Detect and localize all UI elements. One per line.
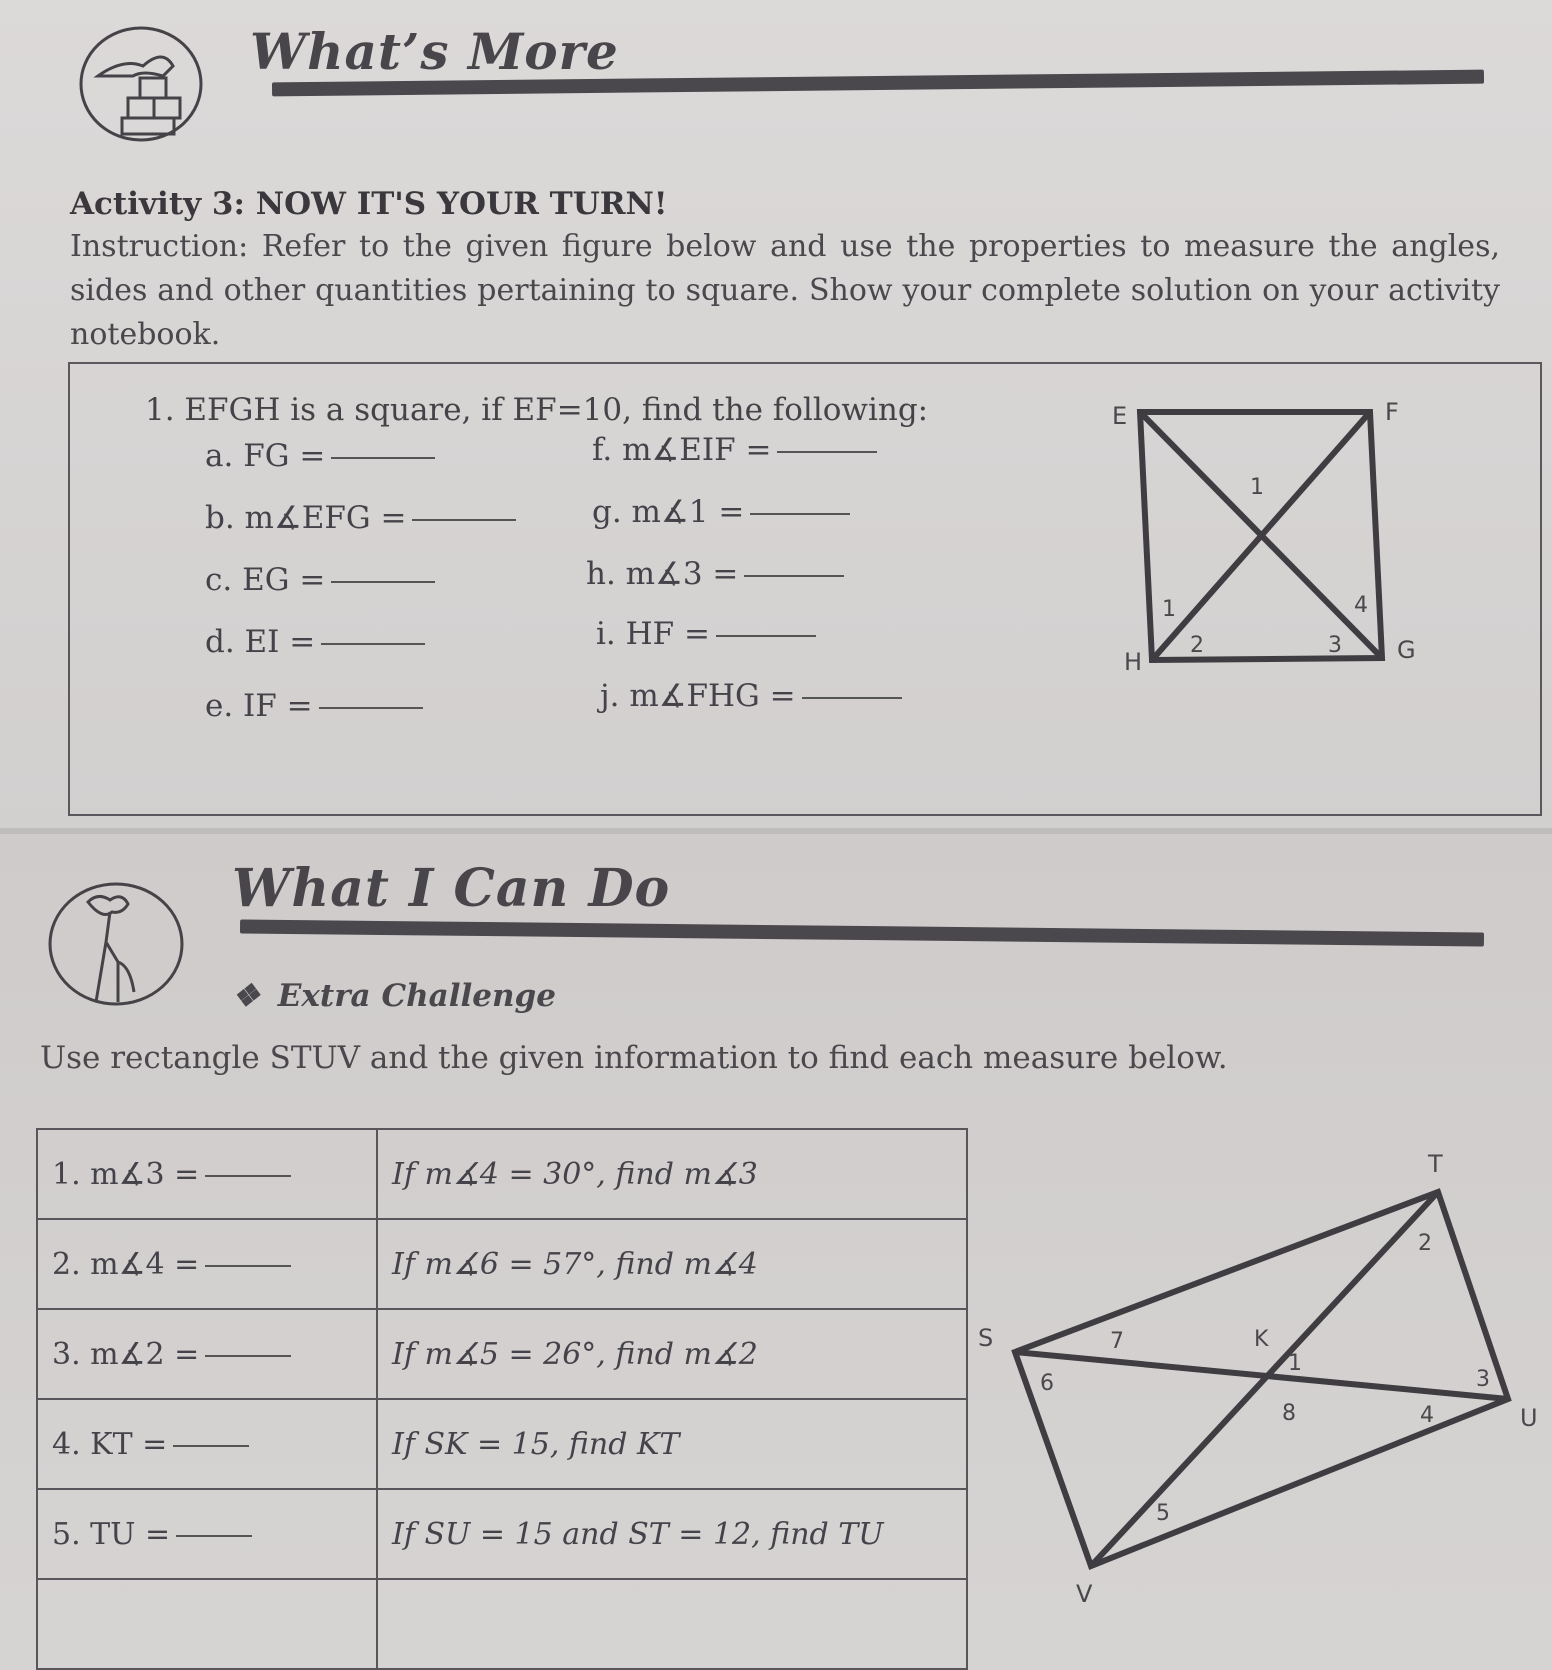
question-item-b: b. m∡EFG = xyxy=(205,500,516,536)
center-label-k: K xyxy=(1254,1327,1269,1352)
section-title-whats-more: What’s More xyxy=(250,22,619,81)
angle-label-6: 6 xyxy=(1040,1371,1054,1396)
vertex-label-t: T xyxy=(1428,1150,1443,1178)
activity-instruction: Instruction: Refer to the given figure below and use the properties to measure the angles, sides and other quantities pertaining to square. Show your complete solution on your activity notebook. xyxy=(70,229,1500,352)
question-item-e: e. IF = xyxy=(205,688,423,724)
table-row xyxy=(37,1489,967,1579)
angle-label-center-1: 1 xyxy=(1250,475,1264,500)
angle-label-1: 1 xyxy=(1162,597,1176,622)
angle-label-5: 5 xyxy=(1156,1501,1170,1526)
table-cell-given: If m∡4 = 30°, find m∡3 xyxy=(377,1129,967,1219)
angle-label-1: 1 xyxy=(1288,1351,1302,1376)
question-item-c: c. EG = xyxy=(205,562,435,598)
angle-label-2: 2 xyxy=(1418,1231,1432,1256)
question-item-j: j. m∡FHG = xyxy=(600,678,902,714)
angle-label-3: 3 xyxy=(1328,633,1342,658)
angle-label-3: 3 xyxy=(1476,1367,1490,1392)
hand-holding-icon xyxy=(48,880,188,1010)
vertex-label-g: G xyxy=(1397,636,1416,664)
vertex-label-v: V xyxy=(1076,1580,1093,1608)
table-row xyxy=(37,1399,967,1489)
table-cell-question: 4. KT = xyxy=(37,1399,377,1489)
table-cell-given: If m∡6 = 57°, find m∡4 xyxy=(377,1219,967,1309)
table-cell-given: If SU = 15 and ST = 12, find TU xyxy=(377,1489,967,1579)
table-cell-given xyxy=(377,1579,967,1669)
question-item-a: a. FG = xyxy=(205,438,435,474)
question-title: 1. EFGH is a square, if EF=10, find the following: xyxy=(145,392,929,428)
question-item-f: f. m∡EIF = xyxy=(592,432,877,468)
activity-hand-icon xyxy=(78,26,208,146)
table-cell-question: 1. m∡3 = xyxy=(37,1129,377,1219)
rectangle-instruction: Use rectangle STUV and the given information to find each measure below. xyxy=(40,1040,1228,1076)
activity-title: Activity 3: NOW IT'S YOUR TURN! xyxy=(70,186,668,222)
diagonal-su xyxy=(1015,1352,1508,1399)
angle-label-7: 7 xyxy=(1110,1329,1124,1354)
diamond-bullet-icon: ❖ xyxy=(232,978,260,1014)
table-cell-question: 5. TU = xyxy=(37,1489,377,1579)
angle-label-4: 4 xyxy=(1420,1403,1434,1428)
stuv-table xyxy=(36,1128,968,1670)
angle-label-4: 4 xyxy=(1354,593,1368,618)
vertex-label-h: H xyxy=(1124,648,1143,676)
table-cell-question: 2. m∡4 = xyxy=(37,1219,377,1309)
vertex-label-e: E xyxy=(1112,402,1128,430)
vertex-label-u: U xyxy=(1520,1404,1538,1432)
diagonal-tv xyxy=(1091,1192,1438,1566)
table-row xyxy=(37,1219,967,1309)
table-cell-given: If m∡5 = 26°, find m∡2 xyxy=(377,1309,967,1399)
extra-challenge-heading: ❖ Extra Challenge xyxy=(232,978,556,1014)
question-item-d: d. EI = xyxy=(205,624,425,660)
question-item-g: g. m∡1 = xyxy=(592,494,850,530)
table-cell-question xyxy=(37,1579,377,1669)
rectangle-stuv-figure xyxy=(970,1150,1552,1617)
angle-label-8: 8 xyxy=(1282,1401,1296,1426)
angle-label-2: 2 xyxy=(1190,633,1204,658)
vertex-label-s: S xyxy=(978,1324,994,1352)
section-title-what-i-can-do: What I Can Do xyxy=(232,858,671,919)
table-row xyxy=(37,1129,967,1219)
question-item-h: h. m∡3 = xyxy=(586,556,844,592)
diagonal-hf xyxy=(1152,412,1370,660)
table-row xyxy=(37,1579,967,1669)
table-cell-given: If SK = 15, find KT xyxy=(377,1399,967,1489)
table-row xyxy=(37,1309,967,1399)
question-item-i: i. HF = xyxy=(596,616,816,652)
square-efgh-figure xyxy=(1100,390,1430,690)
table-cell-question: 3. m∡2 = xyxy=(37,1309,377,1399)
vertex-label-f: F xyxy=(1385,398,1399,426)
